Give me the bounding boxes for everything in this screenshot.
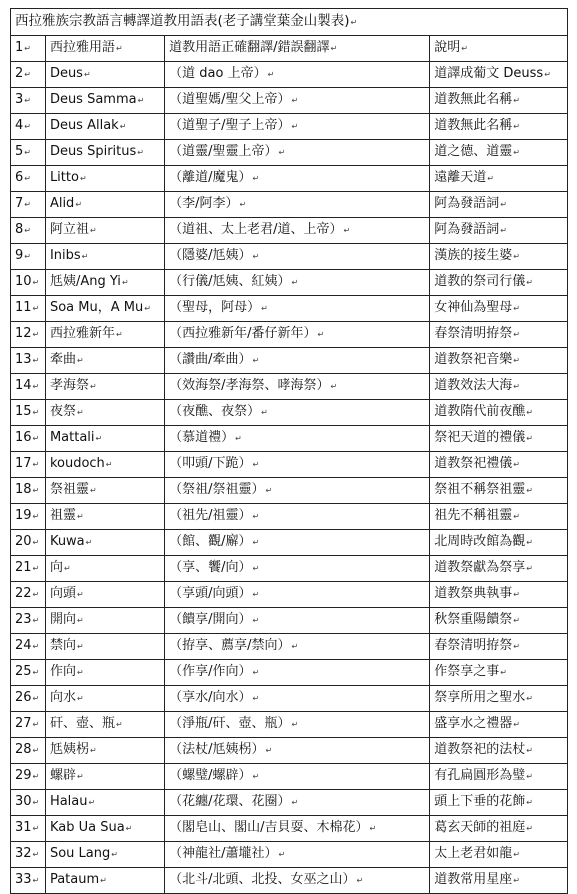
cell-row-number: 20↵ — [11, 530, 46, 556]
cell-text: 道教祭典執事 — [434, 586, 513, 601]
cell-text: Pataum — [49, 872, 100, 887]
cell-text: （道聖媽/聖父上帝） — [169, 92, 291, 107]
cell-text: （道聖子/聖子上帝） — [169, 118, 291, 133]
title-row — [11, 9, 568, 36]
cell-taoist-translation: （花纏/花環、花圈）↵ — [165, 790, 430, 816]
cell-text: （淨瓶/矸、壺、瓶） — [169, 716, 291, 731]
table-row — [11, 348, 568, 374]
cell-row-number: 21↵ — [11, 556, 46, 582]
cell-explanation: 漢族的接生婆↵ — [430, 244, 568, 270]
cell-siraya-term: 禁向↵ — [45, 634, 164, 660]
cell-text: （慕道禮） — [169, 430, 235, 445]
cell-explanation: 道教祭祀的法杖↵ — [430, 738, 568, 764]
cell-text: 女神仙為聖母 — [434, 300, 513, 315]
cell-text: 祭祀天道的禮儀 — [434, 430, 526, 445]
table-row — [11, 582, 568, 608]
cell-row-number: 5↵ — [11, 140, 46, 166]
table-row — [11, 62, 568, 88]
cell-text: 道教祭獻為祭享 — [434, 560, 526, 575]
cell-text: 道教隋代前夜醮 — [434, 404, 526, 419]
cell-siraya-term: Pataum↵ — [45, 868, 164, 894]
cell-text: 33 — [15, 872, 32, 887]
cell-text: 向頭 — [49, 586, 76, 601]
cell-text: Alid — [49, 196, 75, 211]
cell-row-number: 18↵ — [11, 478, 46, 504]
cell-text: （享頭/向頭） — [169, 586, 252, 601]
cell-text: 13 — [15, 352, 32, 367]
cell-text: Halau — [49, 794, 88, 809]
cell-text: 阿立祖 — [49, 222, 89, 237]
table-row — [11, 738, 568, 764]
table-row — [11, 140, 568, 166]
cell-text: 向 — [49, 560, 63, 575]
table-row — [11, 322, 568, 348]
cell-text: 春祭清明拵祭 — [434, 638, 513, 653]
cell-taoist-translation: （祭祖/祭祖靈）↵ — [165, 478, 430, 504]
header-cell-taoist-translation: 道教用語正確翻譯/錯誤翻譯↵ — [165, 36, 430, 62]
cell-taoist-translation: （享、饗/向）↵ — [165, 556, 430, 582]
cell-text: （花纏/花環、花圈） — [169, 794, 291, 809]
cell-explanation: 道教祭典執事↵ — [430, 582, 568, 608]
cell-taoist-translation: （道 dao 上帝）↵ — [165, 62, 430, 88]
cell-explanation: 道教祭獻為祭享↵ — [430, 556, 568, 582]
cell-text: Deus Samma — [49, 92, 137, 107]
cell-siraya-term: Deus Spiritus↵ — [45, 140, 164, 166]
cell-explanation: 盛享水之禮器↵ — [430, 712, 568, 738]
table-row — [11, 530, 568, 556]
table-row — [11, 426, 568, 452]
cell-explanation: 太上老君如龍↵ — [430, 842, 568, 868]
cell-text: Kab Ua Sua — [49, 820, 125, 835]
cell-text: 6 — [15, 170, 24, 185]
cell-text: 牽曲 — [49, 352, 76, 367]
cell-text: 3 — [15, 92, 24, 107]
cell-explanation: 女神仙為聖母↵ — [430, 296, 568, 322]
table-row — [11, 790, 568, 816]
cell-siraya-term: 祖靈↵ — [45, 504, 164, 530]
cell-siraya-term: Mattali↵ — [45, 426, 164, 452]
cell-row-number: 10↵ — [11, 270, 46, 296]
table-row — [11, 634, 568, 660]
cell-row-number: 7↵ — [11, 192, 46, 218]
cell-text: （祭祖/祭祖靈） — [169, 482, 265, 497]
table-row — [11, 400, 568, 426]
cell-taoist-translation: （西拉雅新年/番仔新年）↵ — [165, 322, 430, 348]
cell-text: 7 — [15, 196, 24, 211]
cell-siraya-term: 尪姨柺↵ — [45, 738, 164, 764]
cell-taoist-translation: （夜醮、夜祭）↵ — [165, 400, 430, 426]
cell-explanation: 道教效法大海↵ — [430, 374, 568, 400]
cell-siraya-term: 阿立祖↵ — [45, 218, 164, 244]
table-row — [11, 244, 568, 270]
cell-text: 矸、壺、瓶 — [49, 716, 115, 731]
cell-text: （離道/魔鬼） — [169, 170, 252, 185]
cell-taoist-translation: （享頭/向頭）↵ — [165, 582, 430, 608]
cell-text: 北周時改館為觀 — [434, 534, 526, 549]
cell-text: 8 — [15, 222, 24, 237]
cell-text: 道教祭祀的法杖 — [434, 742, 526, 757]
cell-row-number: 19↵ — [11, 504, 46, 530]
cell-text: 葛玄天師的祖庭 — [434, 820, 526, 835]
cell-text: Deus — [49, 66, 83, 81]
cell-text: 31 — [15, 820, 32, 835]
cell-explanation: 春祭清明拵祭↵ — [430, 634, 568, 660]
header-cell-siraya-term: 西拉雅用語↵ — [45, 36, 164, 62]
table-row — [11, 478, 568, 504]
cell-explanation: 道教祭祀音樂↵ — [430, 348, 568, 374]
cell-text: Mattali — [49, 430, 95, 445]
cell-text: 開向 — [49, 612, 76, 627]
cell-text: 28 — [15, 742, 32, 757]
cell-text: 遠離天道 — [434, 170, 487, 185]
cell-text: 14 — [15, 378, 32, 393]
cell-row-number: 28↵ — [11, 738, 46, 764]
cell-taoist-translation: （作享/作向）↵ — [165, 660, 430, 686]
cell-text: 西拉雅新年 — [49, 326, 115, 341]
cell-text: （館、觀/廨） — [169, 534, 252, 549]
cell-explanation: 道教隋代前夜醮↵ — [430, 400, 568, 426]
cell-text: 32 — [15, 846, 32, 861]
cell-text: 尪姨/Ang Yi — [49, 274, 121, 289]
cell-text: 17 — [15, 456, 32, 471]
cell-text: 29 — [15, 768, 32, 783]
cell-text: 26 — [15, 690, 32, 705]
cell-explanation: 道譯成葡文 Deuss↵ — [430, 62, 568, 88]
table-row — [11, 816, 568, 842]
cell-row-number: 29↵ — [11, 764, 46, 790]
cell-text: 12 — [15, 326, 32, 341]
cell-explanation: 春祭清明拵祭↵ — [430, 322, 568, 348]
cell-text: 禁向 — [49, 638, 76, 653]
cell-siraya-term: Alid↵ — [45, 192, 164, 218]
cell-text: 10 — [15, 274, 32, 289]
cell-taoist-translation: （聖母，阿母）↵ — [165, 296, 430, 322]
cell-explanation: 有孔扁圓形為璧↵ — [430, 764, 568, 790]
cell-explanation: 道教祭祀禮儀↵ — [430, 452, 568, 478]
cell-row-number: 25↵ — [11, 660, 46, 686]
cell-text: （螺璧/螺辟） — [169, 768, 252, 783]
cell-text: （法杖/尪姨柺） — [169, 742, 265, 757]
cell-text: 夜祭 — [49, 404, 76, 419]
cell-text: 道教祭祀禮儀 — [434, 456, 513, 471]
cell-text: （效海祭/孝海祭、哮海祭） — [169, 378, 330, 393]
cell-explanation: 道教無此名稱↵ — [430, 88, 568, 114]
cell-row-number: 27↵ — [11, 712, 46, 738]
cell-siraya-term: 尪姨/Ang Yi↵ — [45, 270, 164, 296]
cell-siraya-term: Soa Mu，A Mu↵ — [45, 296, 164, 322]
cell-text: 道教效法大海 — [434, 378, 513, 393]
cell-row-number: 22↵ — [11, 582, 46, 608]
cell-taoist-translation: （饋享/開向）↵ — [165, 608, 430, 634]
cell-explanation: 道教的祭司行儀↵ — [430, 270, 568, 296]
cell-row-number: 32↵ — [11, 842, 46, 868]
cell-taoist-translation: （神龍社/蕭壠社）↵ — [165, 842, 430, 868]
cell-text: 道教的祭司行儀 — [434, 274, 526, 289]
cell-taoist-translation: （道祖、太上老君/道、上帝）↵ — [165, 218, 430, 244]
cell-row-number: 9↵ — [11, 244, 46, 270]
cell-row-number: 2↵ — [11, 62, 46, 88]
cell-row-number: 31↵ — [11, 816, 46, 842]
cell-siraya-term: Sou Lang↵ — [45, 842, 164, 868]
cell-text: koudoch — [49, 456, 105, 471]
cell-row-number: 26↵ — [11, 686, 46, 712]
table-row — [11, 88, 568, 114]
table-row — [11, 504, 568, 530]
cell-text: （李/阿李） — [169, 196, 239, 211]
cell-explanation: 秋祭重陽饋祭↵ — [430, 608, 568, 634]
cell-row-number: 16↵ — [11, 426, 46, 452]
cell-taoist-translation: （祖先/祖靈）↵ — [165, 504, 430, 530]
cell-text: （聖母，阿母） — [169, 300, 261, 315]
cell-text: （北斗/北頭、北投、女巫之山） — [169, 872, 356, 887]
cell-text: 向水 — [49, 690, 76, 705]
cell-taoist-translation: （北斗/北頭、北投、女巫之山）↵ — [165, 868, 430, 894]
cell-text: （神龍社/蕭壠社） — [169, 846, 278, 861]
table-row — [11, 270, 568, 296]
cell-taoist-translation: （拵享、薦享/禁向）↵ — [165, 634, 430, 660]
cell-text: 孝海祭 — [49, 378, 89, 393]
cell-text: 30 — [15, 794, 32, 809]
cell-row-number: 30↵ — [11, 790, 46, 816]
cell-row-number: 8↵ — [11, 218, 46, 244]
cell-text: 5 — [15, 144, 24, 159]
table-row — [11, 660, 568, 686]
cell-text: （饋享/開向） — [169, 612, 252, 627]
cell-taoist-translation: （效海祭/孝海祭、哮海祭）↵ — [165, 374, 430, 400]
document-table-container — [10, 8, 568, 894]
cell-text: （叩頭/下跪） — [169, 456, 252, 471]
cell-explanation: 遠離天道↵ — [430, 166, 568, 192]
cell-row-number: 3↵ — [11, 88, 46, 114]
cell-text: 頭上下垂的花飾 — [434, 794, 526, 809]
cell-text: 道教常用星座 — [434, 872, 513, 887]
cell-text: （隱婆/尪姨） — [169, 248, 252, 263]
cell-text: 20 — [15, 534, 32, 549]
cell-taoist-translation: （螺璧/螺辟）↵ — [165, 764, 430, 790]
cell-text: 阿為發語詞 — [434, 222, 500, 237]
cell-siraya-term: 螺辟↵ — [45, 764, 164, 790]
cell-explanation: 作祭享之事↵ — [430, 660, 568, 686]
cell-text: Sou Lang — [49, 846, 111, 861]
cell-explanation: 祭享所用之聖水↵ — [430, 686, 568, 712]
cell-siraya-term: Deus Samma↵ — [45, 88, 164, 114]
cell-text: （拵享、薦享/禁向） — [169, 638, 291, 653]
cell-siraya-term: 開向↵ — [45, 608, 164, 634]
cell-taoist-translation: （閣皂山、閣山/吉貝耍、木棉花）↵ — [165, 816, 430, 842]
cell-text: （行儀/尪姨、紅姨） — [169, 274, 291, 289]
cell-siraya-term: 作向↵ — [45, 660, 164, 686]
cell-text: 23 — [15, 612, 32, 627]
table-row — [11, 296, 568, 322]
cell-text: 漢族的接生婆 — [434, 248, 513, 263]
cell-text: 太上老君如龍 — [434, 846, 513, 861]
cell-text: 盛享水之禮器 — [434, 716, 513, 731]
cell-taoist-translation: （離道/魔鬼）↵ — [165, 166, 430, 192]
cell-row-number: 11↵ — [11, 296, 46, 322]
cell-taoist-translation: （道聖媽/聖父上帝）↵ — [165, 88, 430, 114]
table-row — [11, 452, 568, 478]
cell-taoist-translation: （享水/向水）↵ — [165, 686, 430, 712]
cell-siraya-term: 向水↵ — [45, 686, 164, 712]
table-row — [11, 764, 568, 790]
cell-text: （祖先/祖靈） — [169, 508, 252, 523]
header-cell-explanation: 說明↵ — [430, 36, 568, 62]
cell-siraya-term: 矸、壺、瓶↵ — [45, 712, 164, 738]
cell-text: （享、饗/向） — [169, 560, 252, 575]
cell-text: 道譯成葡文 Deuss — [434, 66, 544, 81]
cell-text: Deus Allak — [49, 118, 119, 133]
cell-text: （夜醮、夜祭） — [169, 404, 261, 419]
cell-text: Soa Mu，A Mu — [49, 300, 144, 315]
cell-text: Litto — [49, 170, 79, 185]
cell-row-number: 24↵ — [11, 634, 46, 660]
cell-text: 作祭享之事 — [434, 664, 500, 679]
cell-text: 22 — [15, 586, 32, 601]
cell-text: 道教無此名稱 — [434, 118, 513, 133]
cell-text: （讚曲/牽曲） — [169, 352, 252, 367]
cell-text: 春祭清明拵祭 — [434, 326, 513, 341]
cell-siraya-term: Deus Allak↵ — [45, 114, 164, 140]
cell-row-number: 13↵ — [11, 348, 46, 374]
cell-text: 祖先不稱祖靈 — [434, 508, 513, 523]
cell-text: 道教無此名稱 — [434, 92, 513, 107]
cell-text: Deus Spiritus — [49, 144, 137, 159]
cell-row-number: 12↵ — [11, 322, 46, 348]
cell-text: （享水/向水） — [169, 690, 252, 705]
cell-explanation: 阿為發語詞↵ — [430, 218, 568, 244]
cell-text: 19 — [15, 508, 32, 523]
cell-row-number: 23↵ — [11, 608, 46, 634]
cell-text: 25 — [15, 664, 32, 679]
terminology-table — [10, 8, 568, 894]
table-title-text: 西拉雅族宗教語言轉譯道教用語表(老子講堂葉金山製表) — [15, 13, 350, 29]
cell-taoist-translation: （讚曲/牽曲）↵ — [165, 348, 430, 374]
cell-siraya-term: Kuwa↵ — [45, 530, 164, 556]
table-row — [11, 192, 568, 218]
header-cell-number: 1↵ — [11, 36, 46, 62]
cell-siraya-term: 向頭↵ — [45, 582, 164, 608]
table-row — [11, 842, 568, 868]
cell-text: 尪姨柺 — [49, 742, 89, 757]
cell-text: 2 — [15, 66, 24, 81]
table-row — [11, 218, 568, 244]
cell-siraya-term: 西拉雅新年↵ — [45, 322, 164, 348]
cell-text: 秋祭重陽饋祭 — [434, 612, 513, 627]
cell-text: 祭享所用之聖水 — [434, 690, 526, 705]
cell-text: 16 — [15, 430, 32, 445]
table-title: 西拉雅族宗教語言轉譯道教用語表(老子講堂葉金山製表)↵ — [11, 9, 568, 36]
cell-siraya-term: 牽曲↵ — [45, 348, 164, 374]
cell-text: 15 — [15, 404, 32, 419]
table-row — [11, 114, 568, 140]
cell-siraya-term: koudoch↵ — [45, 452, 164, 478]
cell-siraya-term: Halau↵ — [45, 790, 164, 816]
cell-text: Kuwa — [49, 534, 85, 549]
table-row — [11, 166, 568, 192]
cell-siraya-term: Deus↵ — [45, 62, 164, 88]
cell-explanation: 祭祀天道的禮儀↵ — [430, 426, 568, 452]
cell-taoist-translation: （慕道禮）↵ — [165, 426, 430, 452]
cell-text: 27 — [15, 716, 32, 731]
header-row — [11, 36, 568, 62]
cell-explanation: 北周時改館為觀↵ — [430, 530, 568, 556]
cell-taoist-translation: （道聖子/聖子上帝）↵ — [165, 114, 430, 140]
cell-text: 作向 — [49, 664, 76, 679]
cell-text: 21 — [15, 560, 32, 575]
cell-text: （道祖、太上老君/道、上帝） — [169, 222, 343, 237]
cell-taoist-translation: （叩頭/下跪）↵ — [165, 452, 430, 478]
table-row — [11, 686, 568, 712]
cell-text: 4 — [15, 118, 24, 133]
cell-text: （西拉雅新年/番仔新年） — [169, 326, 317, 341]
cell-text: 24 — [15, 638, 32, 653]
cell-text: 9 — [15, 248, 24, 263]
cell-siraya-term: Inibs↵ — [45, 244, 164, 270]
table-row — [11, 712, 568, 738]
cell-text: 11 — [15, 300, 32, 315]
cell-siraya-term: 祭祖靈↵ — [45, 478, 164, 504]
cell-explanation: 葛玄天師的祖庭↵ — [430, 816, 568, 842]
cell-siraya-term: 向↵ — [45, 556, 164, 582]
cell-text: （作享/作向） — [169, 664, 252, 679]
cell-row-number: 14↵ — [11, 374, 46, 400]
cell-row-number: 15↵ — [11, 400, 46, 426]
cell-row-number: 4↵ — [11, 114, 46, 140]
cell-text: 祖靈 — [49, 508, 76, 523]
table-row — [11, 868, 568, 894]
cell-text: 祭祖靈 — [49, 482, 89, 497]
table-row — [11, 608, 568, 634]
cell-text: （閣皂山、閣山/吉貝耍、木棉花） — [169, 820, 369, 835]
cell-explanation: 道教無此名稱↵ — [430, 114, 568, 140]
cell-text: 祭祖不稱祭祖靈 — [434, 482, 526, 497]
cell-text: （道靈/聖靈上帝） — [169, 144, 278, 159]
cell-explanation: 道教常用星座↵ — [430, 868, 568, 894]
cell-row-number: 33↵ — [11, 868, 46, 894]
cell-explanation: 頭上下垂的花飾↵ — [430, 790, 568, 816]
cell-text: 有孔扁圓形為璧 — [434, 768, 526, 783]
cell-siraya-term: Kab Ua Sua↵ — [45, 816, 164, 842]
cell-taoist-translation: （隱婆/尪姨）↵ — [165, 244, 430, 270]
table-row — [11, 556, 568, 582]
cell-explanation: 道之德、道靈↵ — [430, 140, 568, 166]
cell-text: 道之德、道靈 — [434, 144, 513, 159]
cell-row-number: 17↵ — [11, 452, 46, 478]
cell-text: 螺辟 — [49, 768, 76, 783]
cell-siraya-term: 夜祭↵ — [45, 400, 164, 426]
cell-text: 阿為發語詞 — [434, 196, 500, 211]
cell-taoist-translation: （淨瓶/矸、壺、瓶）↵ — [165, 712, 430, 738]
cell-text: （道 dao 上帝） — [169, 66, 267, 81]
cell-taoist-translation: （館、觀/廨）↵ — [165, 530, 430, 556]
cell-taoist-translation: （李/阿李）↵ — [165, 192, 430, 218]
cell-taoist-translation: （法杖/尪姨柺）↵ — [165, 738, 430, 764]
table-row — [11, 374, 568, 400]
cell-text: Inibs — [49, 248, 81, 263]
cell-text: 18 — [15, 482, 32, 497]
cell-explanation: 阿為發語詞↵ — [430, 192, 568, 218]
cell-text: 道教祭祀音樂 — [434, 352, 513, 367]
cell-row-number: 6↵ — [11, 166, 46, 192]
cell-explanation: 祖先不稱祖靈↵ — [430, 504, 568, 530]
cell-explanation: 祭祖不稱祭祖靈↵ — [430, 478, 568, 504]
cell-taoist-translation: （行儀/尪姨、紅姨）↵ — [165, 270, 430, 296]
cell-siraya-term: 孝海祭↵ — [45, 374, 164, 400]
cell-taoist-translation: （道靈/聖靈上帝）↵ — [165, 140, 430, 166]
cell-siraya-term: Litto↵ — [45, 166, 164, 192]
